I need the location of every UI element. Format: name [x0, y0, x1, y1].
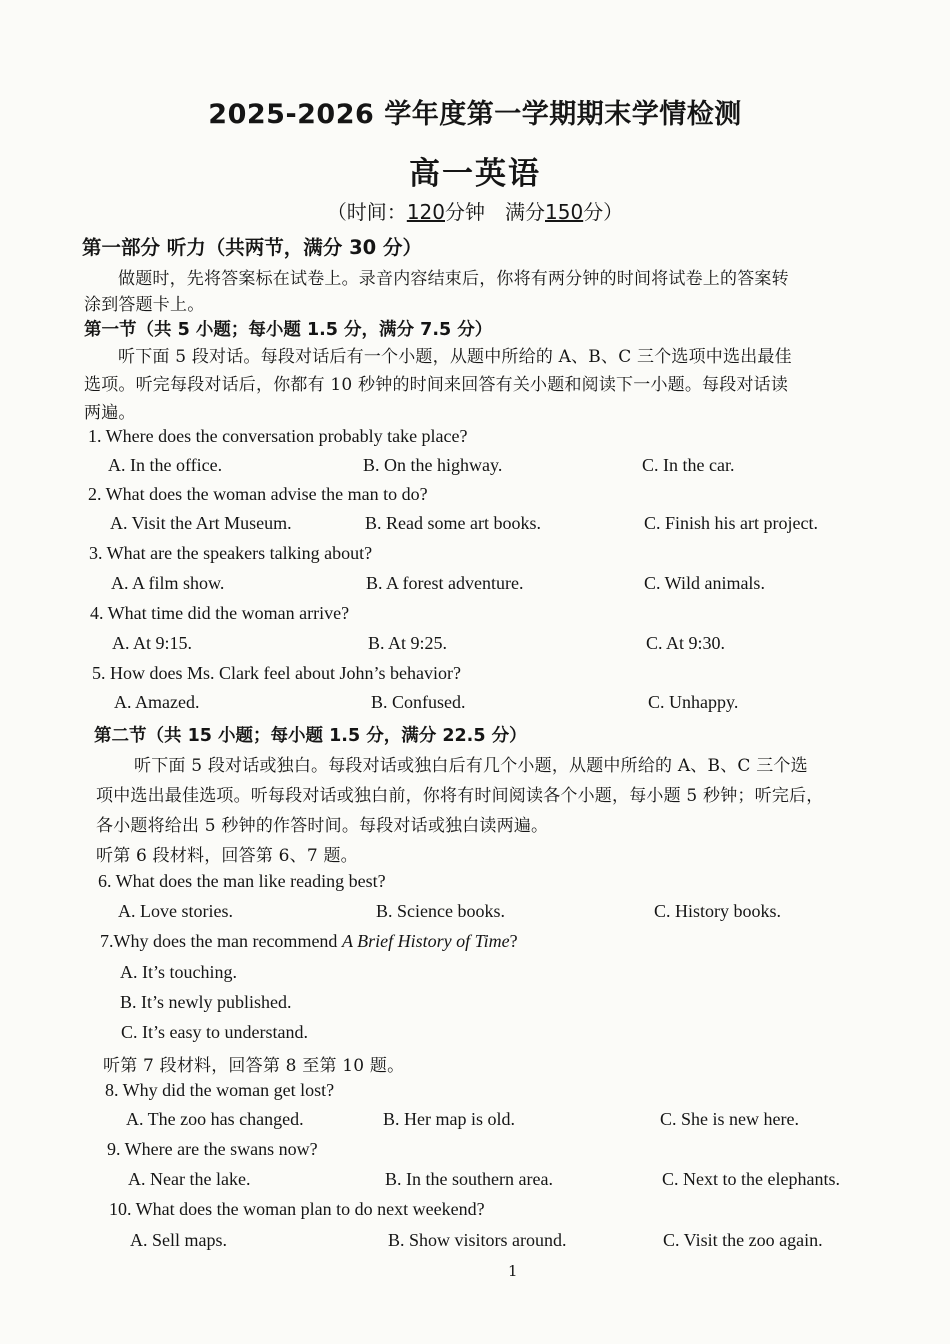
- exam-title: 2025-2026 学年度第一学期期末学情检测: [208, 99, 742, 130]
- exam-subject: 高一英语: [409, 156, 541, 192]
- q1-option-b: B. On the highway.: [363, 455, 503, 475]
- question-6: 6. What does the man like reading best?: [98, 871, 386, 891]
- question-5: 5. How does Ms. Clark feel about John’s behavior?: [92, 663, 461, 683]
- time-value: 120: [406, 200, 445, 224]
- question-4: 4. What time did the woman arrive?: [90, 603, 350, 623]
- time-label: （时间：: [326, 200, 407, 224]
- q8-option-c: C. She is new here.: [660, 1109, 799, 1129]
- section2-heading: 第二节（共 15 小题；每小题 1.5 分，满分 22.5 分）: [94, 726, 527, 746]
- section2-instr-line2: 项中选出最佳选项。听每段对话或独白前，你将有时间阅读各个小题，每小题 5 秒钟；听完后，: [96, 786, 824, 806]
- q3-option-b: B. A forest adventure.: [366, 573, 524, 593]
- material-6-note: 听第 6 段材料，回答第 6、7 题。: [96, 846, 358, 866]
- q7-suffix: ?: [509, 931, 518, 951]
- q9-option-a: A. Near the lake.: [128, 1169, 251, 1189]
- q9-option-b: B. In the southern area.: [385, 1169, 553, 1189]
- q1-option-c: C. In the car.: [642, 455, 735, 475]
- section1-instr-line3: 两遍。: [84, 403, 136, 423]
- section1-instr-line2: 选项。听完每段对话后，你都有 10 秒钟的时间来回答有关小题和阅读下一小题。每段对话读: [84, 375, 789, 395]
- q7-option-a: A. It’s touching.: [120, 962, 237, 982]
- q6-option-a: A. Love stories.: [118, 901, 233, 921]
- question-10: 10. What does the woman plan to do next weekend?: [109, 1199, 485, 1219]
- q7-book-title: A Brief History of Time: [341, 931, 510, 951]
- section2-instr-line1: 听下面 5 段对话或独白。每段对话或独白后有几个小题，从题中所给的 A、B、C 三个选: [134, 756, 808, 776]
- part1-intro-line1: 做题时，先将答案标在试卷上。录音内容结束后，你将有两分钟的时间将试卷上的答案转: [118, 269, 789, 289]
- q4-option-c: C. At 9:30.: [646, 633, 726, 653]
- question-7: [100, 931, 518, 952]
- section1-heading: 第一节（共 5 小题；每小题 1.5 分，满分 7.5 分）: [84, 320, 493, 340]
- q5-option-b: B. Confused.: [371, 692, 466, 712]
- q10-option-a: A. Sell maps.: [130, 1230, 227, 1250]
- section2-instr-line3: 各小题将给出 5 秒钟的作答时间。每段对话或独白读两遍。: [96, 816, 549, 836]
- question-2: 2. What does the woman advise the man to do?: [88, 484, 428, 504]
- score-unit: 分）: [583, 200, 624, 224]
- page-number: 1: [508, 1262, 518, 1280]
- q2-option-b: B. Read some art books.: [365, 513, 541, 533]
- q1-option-a: A. In the office.: [108, 455, 223, 475]
- q5-option-a: A. Amazed.: [114, 692, 200, 712]
- q3-option-a: A. A film show.: [111, 573, 225, 593]
- part1-intro-line2: 涂到答题卡上。: [84, 295, 205, 315]
- section1-instr-line1: 听下面 5 段对话。每段对话后有一个小题，从题中所给的 A、B、C 三个选项中选出最佳: [118, 347, 792, 367]
- question-8: 8. Why did the woman get lost?: [105, 1080, 335, 1100]
- q4-option-b: B. At 9:25.: [368, 633, 448, 653]
- question-1: 1. Where does the conversation probably take place?: [88, 426, 468, 446]
- q6-option-b: B. Science books.: [376, 901, 505, 921]
- question-9: 9. Where are the swans now?: [107, 1139, 318, 1159]
- question-3: 3. What are the speakers talking about?: [89, 543, 373, 563]
- q8-option-b: B. Her map is old.: [383, 1109, 515, 1129]
- q5-option-c: C. Unhappy.: [648, 692, 739, 712]
- exam-time-info: [0, 196, 950, 225]
- score-value: 150: [545, 200, 584, 224]
- q9-option-c: C. Next to the elephants.: [662, 1169, 840, 1189]
- part1-heading: 第一部分 听力（共两节，满分 30 分）: [82, 236, 423, 259]
- q10-option-c: C. Visit the zoo again.: [663, 1230, 823, 1250]
- material-7-note: 听第 7 段材料，回答第 8 至第 10 题。: [103, 1056, 405, 1076]
- q2-option-c: C. Finish his art project.: [644, 513, 818, 533]
- q4-option-a: A. At 9:15.: [112, 633, 193, 653]
- q10-option-b: B. Show visitors around.: [388, 1230, 567, 1250]
- score-label: 分钟 满分: [445, 200, 545, 224]
- q6-option-c: C. History books.: [654, 901, 782, 921]
- q7-prefix: 7.Why does the man recommend: [100, 931, 342, 951]
- q2-option-a: A. Visit the Art Museum.: [110, 513, 292, 533]
- q7-option-c: C. It’s easy to understand.: [121, 1022, 308, 1042]
- q7-option-b: B. It’s newly published.: [120, 992, 292, 1012]
- q3-option-c: C. Wild animals.: [644, 573, 765, 593]
- q8-option-a: A. The zoo has changed.: [126, 1109, 304, 1129]
